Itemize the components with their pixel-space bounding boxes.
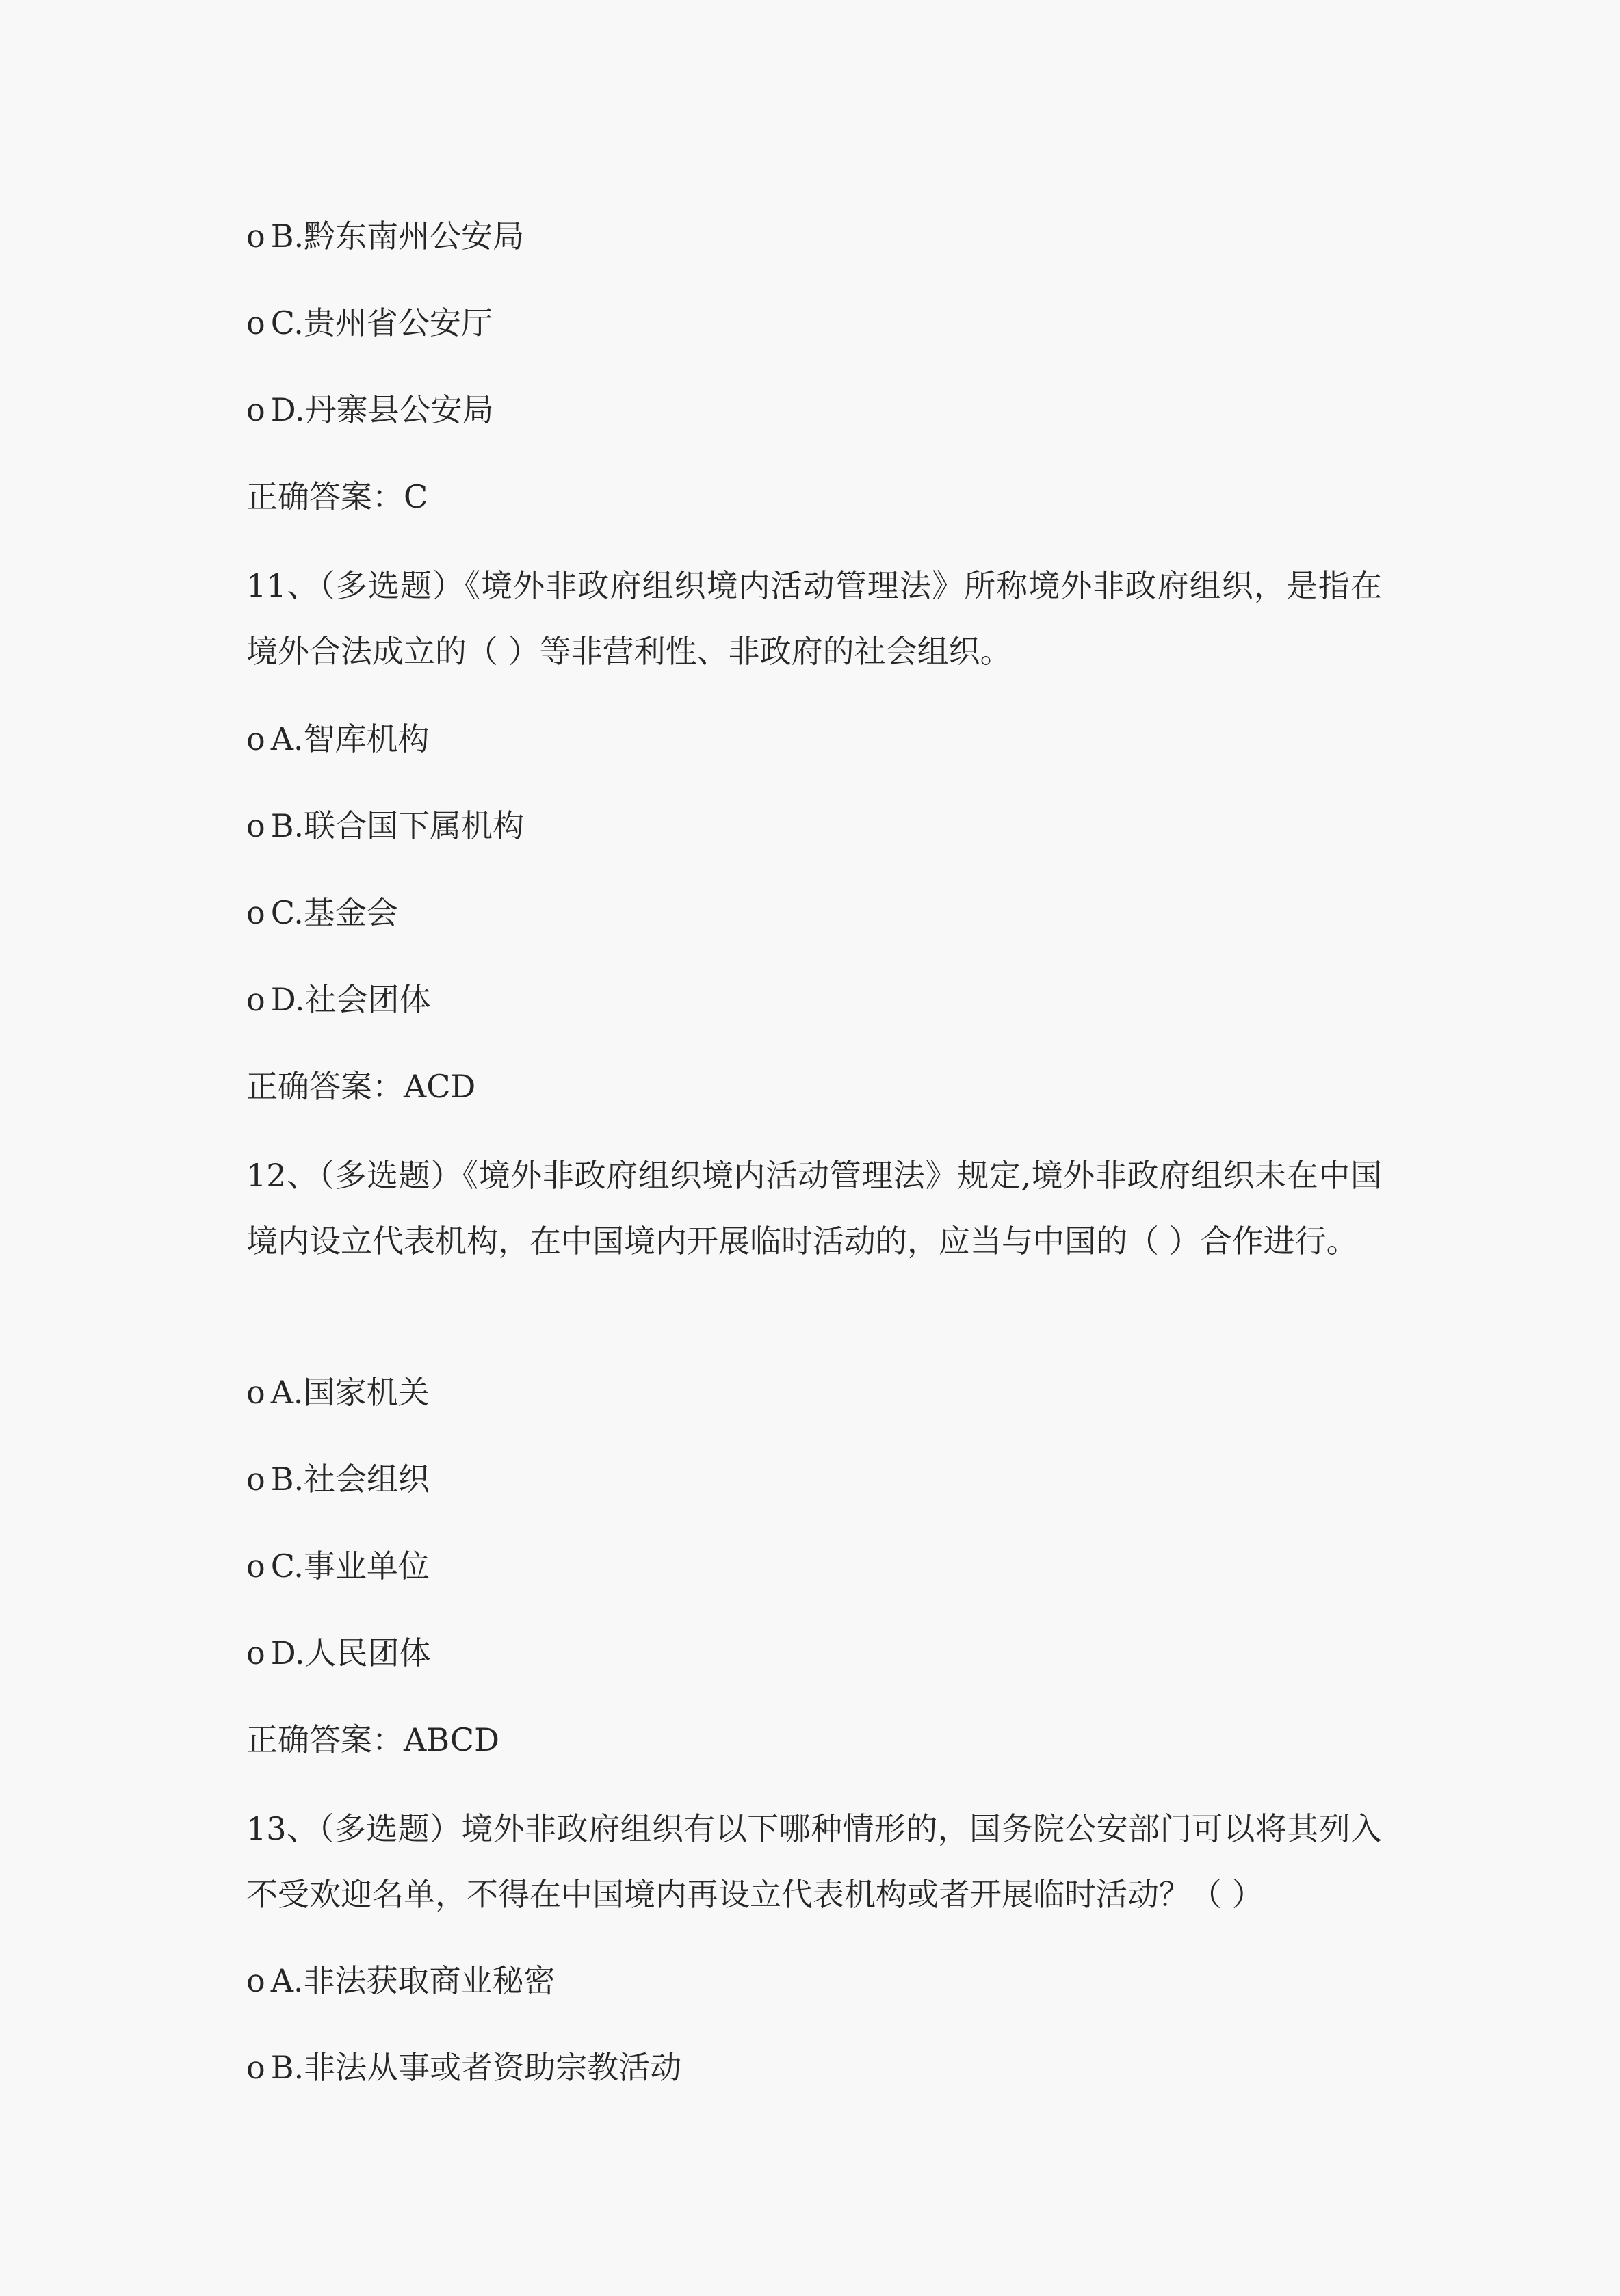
option-bullet: o [246, 1374, 265, 1411]
question-12: 12、（多选题）《境外非政府组织境内活动管理法》规定,境外非政府组织未在中国境内设立代表机构，在中国境内开展临时活动的，应当与中国的（ ）合作进行。 [246, 1157, 1382, 1260]
option-text: A.非法获取商业秘密 [270, 1962, 556, 1999]
option-12-d [246, 1634, 431, 1671]
answer-12: 正确答案：ABCD [246, 1721, 499, 1758]
option-13-b [246, 2049, 682, 2086]
option-bullet: o [246, 218, 265, 255]
option-bullet: o [246, 720, 265, 757]
option-bullet: o [246, 807, 265, 844]
option-12-c [246, 1550, 430, 1582]
option-text: B.社会组织 [270, 1461, 430, 1498]
option-bullet: o [246, 981, 265, 1018]
option-bullet: o [246, 894, 265, 931]
option-text: C.事业单位 [270, 1548, 430, 1584]
option-text: C.贵州省公安厅 [270, 304, 493, 341]
option-10-d [246, 391, 494, 428]
option-11-c [246, 894, 398, 931]
option-text: D.社会团体 [270, 981, 431, 1018]
answer-11: 正确答案：ACD [246, 1068, 476, 1105]
option-10-c [246, 304, 493, 341]
option-text: D.丹寨县公安局 [270, 391, 494, 428]
option-text: C.基金会 [270, 894, 398, 931]
option-11-d [246, 981, 431, 1018]
option-bullet: o [246, 1962, 265, 1999]
option-text: A.国家机关 [270, 1374, 430, 1411]
option-bullet: o [246, 304, 265, 341]
option-bullet: o [246, 2049, 265, 2086]
option-text: B.非法从事或者资助宗教活动 [270, 2049, 682, 2086]
option-bullet: o [246, 391, 265, 428]
option-text: D.人民团体 [270, 1634, 431, 1671]
option-bullet: o [246, 1461, 265, 1498]
question-13: 13、（多选题）境外非政府组织有以下哪种情形的，国务院公安部门可以将其列入不受欢迎名单，不得在中国境内再设立代表机构或者开展临时活动？（ ） [246, 1810, 1382, 1913]
option-text: B.黔东南州公安局 [270, 218, 525, 255]
question-11: 11、（多选题）《境外非政府组织境内活动管理法》所称境外非政府组织，是指在境外合法成立的（ ）等非营利性、非政府的社会组织。 [246, 567, 1382, 670]
option-text: A.智库机构 [270, 720, 430, 757]
option-10-b [246, 218, 525, 255]
option-text: B.联合国下属机构 [270, 807, 525, 844]
option-12-b [246, 1461, 430, 1498]
option-13-a [246, 1962, 556, 1999]
answer-10: 正确答案：C [246, 478, 428, 515]
option-bullet: o [246, 1634, 265, 1671]
option-11-b [246, 807, 525, 844]
option-11-a [246, 720, 430, 757]
option-12-a [246, 1374, 430, 1411]
option-bullet: o [246, 1548, 265, 1584]
document-page [246, 0, 1382, 2296]
